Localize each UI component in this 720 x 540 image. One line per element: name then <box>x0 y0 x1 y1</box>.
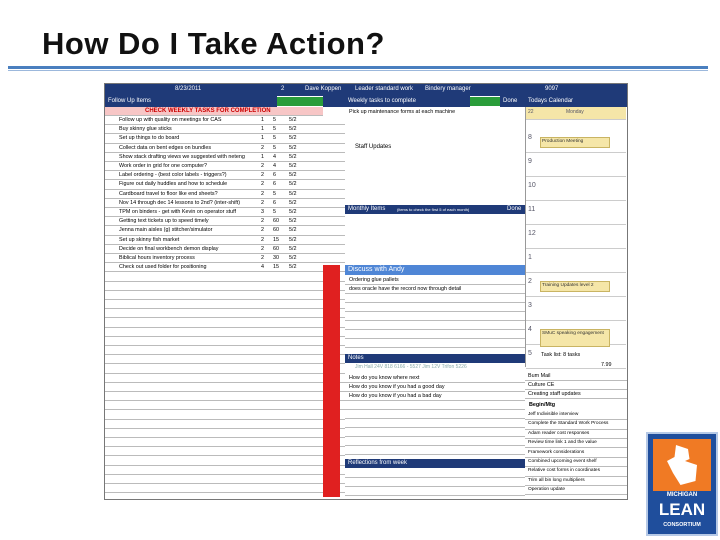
follow-up-priority: 1 <box>261 126 264 133</box>
list-item <box>345 276 525 285</box>
empty-row <box>345 330 525 339</box>
follow-up-text: Getting text tickets up to speed timely <box>119 218 209 225</box>
pick-up-task: Pick up maintenance forms at each machine <box>349 109 456 115</box>
follow-up-priority: 2 <box>261 199 264 206</box>
list-item <box>525 439 627 448</box>
empty-row <box>105 300 345 309</box>
empty-row <box>345 469 525 478</box>
right-list-text: Trim all bin long multipliers <box>528 477 585 483</box>
table-row <box>105 144 345 153</box>
empty-row <box>345 339 525 348</box>
empty-row <box>345 437 525 446</box>
empty-row <box>105 272 345 281</box>
list-item <box>345 383 525 392</box>
leader-standard-work-sheet <box>104 83 628 500</box>
table-row <box>105 245 345 254</box>
empty-row <box>345 321 525 330</box>
calendar-hour-row <box>526 251 626 273</box>
table-row <box>105 263 345 272</box>
calendar-hour-label: 10 <box>528 182 536 189</box>
follow-up-date: 5/2 <box>289 227 297 234</box>
follow-up-priority: 3 <box>261 209 264 215</box>
follow-up-date: 5/2 <box>289 218 297 225</box>
list-item <box>525 420 627 429</box>
empty-row <box>105 383 345 392</box>
follow-up-text: Decide on final workbench demon display <box>119 245 219 252</box>
weekly-done-header: Done <box>500 96 525 107</box>
slide-title: How Do I Take Action? <box>42 26 385 61</box>
table-row <box>105 190 345 199</box>
follow-up-date: 5/2 <box>289 199 297 206</box>
follow-up-minutes: 30 <box>273 255 279 261</box>
right-list-text: Adam reader cost responses <box>528 430 590 436</box>
list-item <box>525 486 627 495</box>
empty-row <box>105 364 345 373</box>
discuss-header: Discuss with Andy <box>345 265 525 275</box>
empty-row <box>105 475 345 484</box>
right-list-text: Framework considerations <box>528 449 585 455</box>
empty-row <box>105 410 345 419</box>
empty-row <box>105 447 345 456</box>
follow-up-date: 5/2 <box>289 117 297 123</box>
list-item <box>525 467 627 476</box>
list-item <box>525 381 627 390</box>
list-item <box>345 392 525 401</box>
status-chip <box>470 97 500 106</box>
right-item-text: Bum Mail <box>528 373 551 379</box>
discuss-text: does oracle have the record now through detail <box>349 286 462 292</box>
header-code: 9097 <box>545 86 559 92</box>
follow-up-priority: 2 <box>261 172 264 179</box>
follow-up-minutes: 5 <box>273 135 276 142</box>
header-date: 8/23/2011 <box>175 86 202 92</box>
notes-phone: Jim Hall 24V 818 6166 - 5527 Jim 12V Trifon 5226 <box>355 364 467 370</box>
follow-up-minutes: 5 <box>273 144 276 151</box>
header-name: Dave Koppen <box>305 86 342 92</box>
follow-up-date: 5/2 <box>289 255 297 261</box>
follow-up-priority: 2 <box>261 227 264 234</box>
follow-up-date: 5/2 <box>289 163 297 169</box>
empty-row <box>345 303 525 312</box>
follow-up-priority: 4 <box>261 264 264 271</box>
empty-row <box>105 346 345 355</box>
empty-row <box>345 419 525 428</box>
empty-row <box>105 355 345 364</box>
empty-row <box>345 428 525 437</box>
right-list-text: Review time link 1 and the value <box>528 440 597 446</box>
reflections-header: Reflections from week <box>345 459 525 468</box>
follow-up-text: Work order in grid for one computer? <box>119 163 207 169</box>
follow-up-minutes: 6 <box>273 199 276 206</box>
calendar-hour-label: 5 <box>528 350 532 357</box>
table-row <box>105 162 345 171</box>
follow-up-minutes: 6 <box>273 181 276 188</box>
empty-row <box>345 294 525 303</box>
follow-up-text: Cardboard travel to floor like end sheets? <box>119 190 218 197</box>
calendar-hour-label: 9 <box>528 158 532 165</box>
follow-up-minutes: 6 <box>273 172 276 179</box>
follow-up-priority: 2 <box>261 181 264 188</box>
follow-up-priority: 2 <box>261 218 264 225</box>
follow-up-priority: 2 <box>261 144 264 151</box>
task-summary-label: Task list: 8 tasks <box>541 352 581 358</box>
header-num: 2 <box>281 86 285 92</box>
right-list-header: Begin/Mtg <box>529 402 556 408</box>
follow-up-date: 5/2 <box>289 236 297 243</box>
calendar-hour-label: 1 <box>528 254 532 261</box>
right-list-text: Operation update <box>528 487 566 493</box>
empty-row <box>105 401 345 410</box>
red-highlight-column <box>323 265 340 497</box>
note-text: How do you know if you had a bad day <box>349 393 442 399</box>
status-chip <box>277 97 323 106</box>
follow-up-date: 5/2 <box>289 209 297 215</box>
follow-up-minutes: 5 <box>273 209 276 215</box>
empty-row <box>345 446 525 455</box>
follow-up-text: Check out used folder for positioning <box>119 264 207 271</box>
follow-up-minutes: 15 <box>273 264 279 271</box>
follow-up-header: Follow Up Items <box>105 96 277 107</box>
calendar-hour-label: 11 <box>528 206 536 213</box>
follow-up-minutes: 4 <box>273 163 276 169</box>
follow-up-text: Figure out daily huddles and how to schedule <box>119 181 228 188</box>
note-text: How do you know where next <box>349 375 420 381</box>
empty-row <box>105 438 345 447</box>
follow-up-text: TPM on binders - get with Kevin on operator stuff <box>119 209 237 215</box>
list-item <box>525 390 627 399</box>
follow-up-date: 5/2 <box>289 245 297 252</box>
calendar-hour-label: 12 <box>528 230 536 237</box>
follow-up-text: Jenna main aisles (g) stitcher/simulator <box>119 227 213 234</box>
list-item <box>345 285 525 294</box>
follow-up-date: 5/2 <box>289 153 297 160</box>
list-item <box>525 449 627 458</box>
empty-row <box>105 429 345 438</box>
table-row <box>105 254 345 263</box>
title-rule-thin <box>8 70 708 71</box>
follow-up-minutes: 5 <box>273 126 276 133</box>
follow-up-minutes: 60 <box>273 245 279 252</box>
empty-row <box>105 318 345 327</box>
follow-up-priority: 1 <box>261 117 264 123</box>
calendar-hour-row <box>526 203 626 225</box>
michigan-map-icon <box>653 439 711 491</box>
title-rule <box>8 66 708 69</box>
right-list-text: Complete the Standard Work Process <box>528 421 609 427</box>
empty-row <box>345 487 525 496</box>
right-list-text: Jeff Indivisible interview <box>528 412 579 417</box>
table-row <box>105 171 345 180</box>
table-row <box>105 180 345 189</box>
follow-up-priority: 2 <box>261 190 264 197</box>
table-row <box>105 236 345 245</box>
follow-up-text: Biblical hours inventory process <box>119 255 195 261</box>
empty-row <box>345 312 525 321</box>
follow-up-date: 5/2 <box>289 264 297 271</box>
right-item-text: Creating staff updates <box>528 391 581 397</box>
follow-up-minutes: 5 <box>273 190 276 197</box>
monthly-items-header: Monthly Items (items to check the first 5 of each month) Done <box>345 205 525 214</box>
empty-row <box>105 484 345 493</box>
calendar-hour-row <box>526 155 626 177</box>
empty-row <box>105 374 345 383</box>
empty-row <box>105 493 345 500</box>
calendar-date-row: 22 Monday <box>526 107 626 120</box>
list-item <box>525 372 627 381</box>
empty-row <box>105 309 345 318</box>
check-weekly-banner: CHECK WEEKLY TASKS FOR COMPLETION <box>105 107 323 116</box>
table-row <box>105 217 345 226</box>
follow-up-priority: 1 <box>261 135 264 142</box>
table-row <box>105 134 345 143</box>
table-row <box>105 125 345 134</box>
sheet-header <box>105 84 627 96</box>
follow-up-minutes: 15 <box>273 236 279 243</box>
list-item <box>525 458 627 467</box>
follow-up-date: 5/2 <box>289 181 297 188</box>
follow-up-text: Set up skinny fish market <box>119 236 180 243</box>
michigan-lean-consortium-logo: MICHIGAN LEAN CONSORTIUM <box>646 432 718 536</box>
follow-up-text: Nov 14 through dec 14 lessons to 2nd? (inter-shift) <box>119 199 241 206</box>
calendar-event: SMuC speaking engagement <box>540 329 610 347</box>
calendar-event: Training Updates level 2 <box>540 281 610 292</box>
calendar-header: Todays Calendar <box>525 96 627 107</box>
empty-row <box>105 282 345 291</box>
list-item <box>525 477 627 486</box>
empty-row <box>105 291 345 300</box>
list-item <box>345 374 525 383</box>
follow-up-text: Set up things to do board <box>119 135 180 142</box>
weekly-header: Weekly tasks to complete <box>345 96 470 107</box>
follow-up-priority: 2 <box>261 163 264 169</box>
calendar-hour-label: 3 <box>528 302 532 309</box>
list-item <box>525 411 627 420</box>
empty-row <box>105 466 345 475</box>
calendar-event: Production Meeting <box>540 137 610 148</box>
follow-up-priority: 2 <box>261 236 264 243</box>
follow-up-text: Label ordering - (best color labels - triggers?) <box>119 172 227 179</box>
follow-up-text: Follow up with quality on meetings for CAS <box>119 117 222 123</box>
table-row <box>105 116 345 125</box>
table-row <box>105 153 345 162</box>
table-row <box>105 199 345 208</box>
follow-up-minutes: 60 <box>273 227 279 234</box>
follow-up-date: 5/2 <box>289 135 297 142</box>
table-row <box>105 208 345 217</box>
empty-row <box>345 401 525 410</box>
task-summary-value: 7.99 <box>601 362 612 368</box>
follow-up-priority: 2 <box>261 245 264 252</box>
discuss-text: Ordering glue pallets <box>349 277 399 283</box>
right-list-text: Combined upcoming event shelf <box>528 459 597 464</box>
empty-row <box>345 478 525 487</box>
follow-up-text: Show stack drafting views we suggested with neteng <box>119 153 245 160</box>
staff-updates-label: Staff Updates <box>355 144 392 150</box>
note-text: How do you know if you had a good day <box>349 384 445 390</box>
right-item-text: Culture CE <box>528 382 555 388</box>
calendar-hour-row <box>526 179 626 201</box>
follow-up-date: 5/2 <box>289 190 297 197</box>
follow-up-minutes: 5 <box>273 117 276 123</box>
follow-up-date: 5/2 <box>289 172 297 179</box>
list-item <box>525 430 627 439</box>
calendar-hour-label: 4 <box>528 326 532 333</box>
follow-up-minutes: 4 <box>273 153 276 160</box>
empty-row <box>105 337 345 346</box>
follow-up-priority: 2 <box>261 255 264 261</box>
calendar-hour-row <box>526 227 626 249</box>
empty-row <box>105 420 345 429</box>
empty-row <box>105 456 345 465</box>
todays-calendar <box>525 107 626 367</box>
header-doc: Leader standard work <box>355 86 414 92</box>
empty-row <box>345 410 525 419</box>
notes-header: Notes <box>345 354 525 363</box>
empty-row <box>105 328 345 337</box>
calendar-hour-row <box>526 299 626 321</box>
calendar-hour-label: 8 <box>528 134 532 141</box>
follow-up-text: Buy skinny glue sticks <box>119 126 172 133</box>
right-list-text: Relative cost forms in coordinates <box>528 468 600 474</box>
follow-up-text: Collect data on bent edges on bundles <box>119 144 212 151</box>
follow-up-minutes: 60 <box>273 218 279 225</box>
follow-up-priority: 1 <box>261 153 264 160</box>
follow-up-date: 5/2 <box>289 144 297 151</box>
table-row <box>105 226 345 235</box>
empty-row <box>105 392 345 401</box>
follow-up-date: 5/2 <box>289 126 297 133</box>
blank-header <box>323 96 345 107</box>
header-role: Bindery manager <box>425 86 471 92</box>
calendar-hour-label: 2 <box>528 278 532 285</box>
